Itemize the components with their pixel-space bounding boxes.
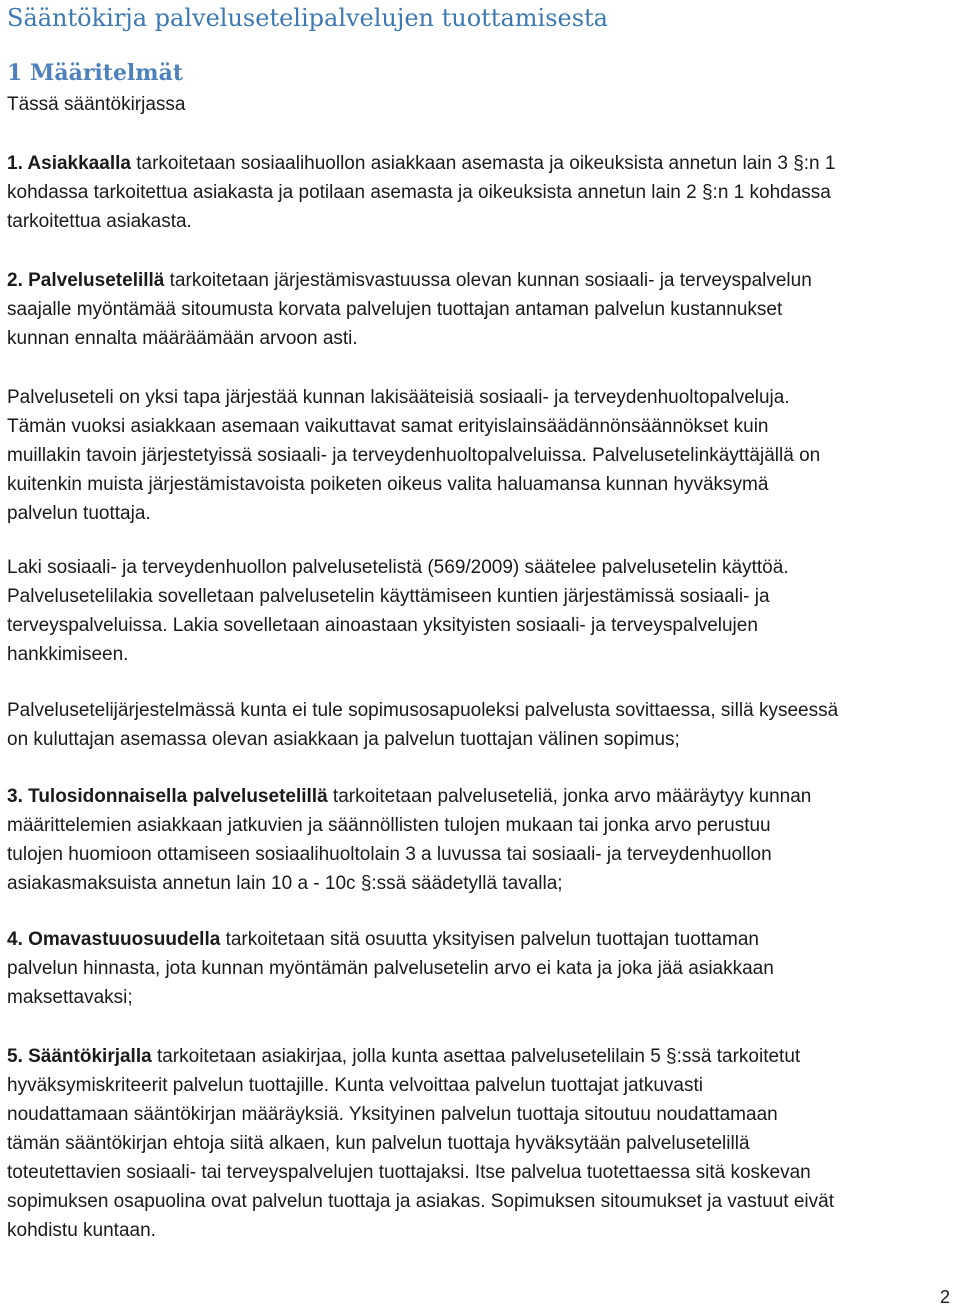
line-text: Palvelusetelijärjestelmässä kunta ei tule sopimusosapuoleksi palvelusta sovittaessa, sillä kyseessä [7,700,839,721]
paragraph-line [7,954,952,983]
defined-term: 2. Palvelusetelillä [7,270,165,291]
line-text: tulojen huomioon ottamiseen sosiaalihuoltolain 3 a luvussa tai sosiaali- ja terveydenhuollon [7,844,772,865]
paragraph-line [7,412,952,441]
section-heading: 1 Määritelmät [7,60,183,86]
line-text: Tämän vuoksi asiakkaan asemaan vaikuttavat samat erityislainsäädännönsäännökset kuin [7,416,769,437]
line-text: tämän sääntökirjan ehtoja siitä alkaen, kun palvelun tuottaja hyväksytään palvelusetelillä [7,1133,750,1154]
line-text: muillakin tavoin järjestetyissä sosiaali- ja terveydenhuoltopalveluissa. Palvelusetelinkäyttäjällä on [7,445,821,466]
paragraph-line [7,1042,952,1071]
paragraph [7,782,952,898]
paragraph-line [7,441,952,470]
line-text: palvelun tuottaja. [7,503,151,524]
paragraph [7,696,952,754]
defined-term: 1. Asiakkaalla [7,153,131,174]
paragraph-line [7,1129,952,1158]
line-text: määrittelemien asiakkaan jatkuvien ja säännöllisten tulojen mukaan tai jonka arvo perustuu [7,815,771,836]
line-text: palvelun hinnasta, jota kunnan myöntämän palvelusetelin arvo ei kata ja joka jää asiakkaan [7,958,774,979]
paragraph-line [7,1158,952,1187]
line-text: tarkoitetaan palveluseteliä, jonka arvo määräytyy kunnan [327,786,812,807]
line-text: kunnan ennalta määräämään arvoon asti. [7,328,358,349]
line-text: hankkimiseen. [7,644,129,665]
defined-term: 5. Sääntökirjalla [7,1046,152,1067]
line-text: tarkoitetaan sosiaalihuollon asiakkaan asemasta ja oikeuksista annetun lain 3 §:n 1 [130,153,836,174]
intro-text: Tässä sääntökirjassa [7,94,186,115]
paragraph [7,553,952,669]
paragraph-line [7,782,952,811]
line-text: saajalle myöntämää sitoumusta korvata palvelujen tuottajan antaman palvelun kustannukset [7,299,783,320]
paragraph-line [7,925,952,954]
paragraph [7,1042,952,1245]
paragraph-line [7,149,952,178]
paragraph-line [7,499,952,528]
line-text: tarkoitetaan asiakirjaa, jolla kunta asettaa palvelusetelilain 5 §:ssä tarkoitetut [151,1046,801,1067]
document-title: Sääntökirja palvelusetelipalvelujen tuottamisesta [7,4,608,32]
paragraph-line [7,383,952,412]
line-text: Palveluseteli on yksi tapa järjestää kunnan lakisääteisiä sosiaali- ja terveydenhuoltopalveluja. [7,387,790,408]
line-text: on kuluttajan asemassa olevan asiakkaan ja palvelun tuottajan välinen sopimus; [7,729,680,750]
paragraph [7,383,952,528]
paragraph-line [7,582,952,611]
line-text: asiakasmaksuista annetun lain 10 a - 10c §:ssä säädetyllä tavalla; [7,873,563,894]
line-text: terveyspalveluissa. Lakia sovelletaan ainoastaan yksityisten sosiaali- ja terveyspalvelujen [7,615,758,636]
defined-term: 4. Omavastuuosuudella [7,929,221,950]
line-text: tarkoitettua asiakasta. [7,211,192,232]
paragraph-line [7,207,952,236]
paragraph-line [7,470,952,499]
paragraph-line [7,869,952,898]
defined-term: 3. Tulosidonnaisella palvelusetelillä [7,786,328,807]
line-text: kuitenkin muista järjestämistavoista poiketen oikeus valita haluamansa kunnan hyväksymä [7,474,769,495]
line-text: kohdistu kuntaan. [7,1220,156,1241]
paragraph-line [7,811,952,840]
paragraph-line [7,983,952,1012]
paragraph-line [7,1100,952,1129]
paragraph [7,925,952,1012]
paragraph [7,149,952,236]
paragraph-line [7,840,952,869]
line-text: kohdassa tarkoitettua asiakasta ja potilaan asemasta ja oikeuksista annetun lain 2 §:n 1 kohdassa [7,182,831,203]
paragraph-line [7,1071,952,1100]
page-number: 2 [939,1287,950,1307]
paragraph-line [7,611,952,640]
paragraph-line [7,295,952,324]
line-text: maksettavaksi; [7,987,133,1008]
line-text: toteutettavien sosiaali- tai terveyspalvelujen tuottajaksi. Itse palvelua tuotettaessa sitä koskevan [7,1162,811,1183]
paragraph-line [7,696,952,725]
paragraph-line [7,1187,952,1216]
paragraph-line [7,178,952,207]
paragraph-line [7,266,952,295]
paragraph-line [7,1216,952,1245]
line-text: noudattamaan sääntökirjan määräyksiä. Yksityinen palvelun tuottaja sitoutuu noudattamaan [7,1104,778,1125]
paragraph-line [7,553,952,582]
line-text: Palvelusetelilakia sovelletaan palvelusetelin käyttämiseen kuntien järjestämissä sosiaali- ja [7,586,770,607]
line-text: hyväksymiskriteerit palvelun tuottajille. Kunta velvoittaa palvelun tuottajat jatkuvasti [7,1075,703,1096]
line-text: tarkoitetaan järjestämisvastuussa olevan kunnan sosiaali- ja terveyspalvelun [164,270,812,291]
line-text: Laki sosiaali- ja terveydenhuollon palvelusetelistä (569/2009) säätelee palvelusetelin käyttöä. [7,557,789,578]
paragraph-line [7,324,952,353]
line-text: tarkoitetaan sitä osuutta yksityisen palvelun tuottajan tuottaman [220,929,759,950]
paragraph-line [7,640,952,669]
paragraph-line [7,725,952,754]
line-text: sopimuksen osapuolina ovat palvelun tuottaja ja asiakas. Sopimuksen sitoumukset ja vastuut eivät [7,1191,834,1212]
paragraph [7,266,952,353]
